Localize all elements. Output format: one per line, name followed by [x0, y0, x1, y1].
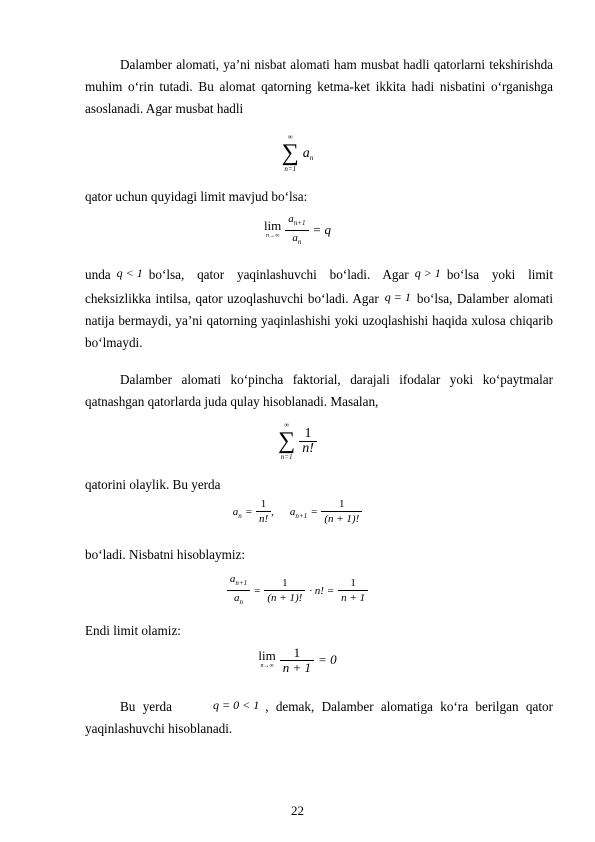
paragraph-test-cases: unda q < 1 bo‘lsa, qator yaqinlashuvchi bo‘ladi. Agar q > 1 bo‘lsa yoki limit cheksizlikka intilsa, qator uzoqlashuvchi bo‘ladi. Agar q = 1 bo‘lsa, Dalamber alomati natija bermaydi, ya’ni qatorning yaqinlashishi yoki uzoqlashishi haqida xulosa chiqarib bo‘lmaydi.	[85, 262, 553, 354]
ratio-middle-fraction: $\frac{1}{(n + 1)!}$	[264, 576, 305, 605]
paragraph-limit-intro: qator uchun quyidagi limit mavjud bo‘lsa:	[85, 189, 308, 204]
formula-factorial-series	[0, 420, 595, 462]
text-line: tekshirishda muhim o‘rin tutadi. Bu alomat qatorning ketma-ket ikkita hadi	[85, 57, 554, 94]
ratio-fraction: $\frac{a_{n+1}}{a_n}$	[285, 212, 308, 249]
formula-ratio-computation: $\frac{a_{n+1}}{a_n}$ = $\frac{1}{(n + 1)!}$ · n! = $\frac{1}{n + 1}$	[0, 572, 595, 609]
formula-final-limit: lim n→∞ $\frac{1}{n + 1}$ = 0	[258, 645, 337, 675]
series-fraction: $\frac{1}{n!}$	[299, 427, 317, 456]
paragraph-intro	[85, 54, 553, 120]
condition-q-zero: q = 0 < 1	[213, 698, 260, 712]
limit-fraction: $\frac{1}{n + 1}$	[280, 646, 314, 675]
term-an-fraction: $\frac{1}{n!}$	[256, 497, 271, 526]
page-number: 22	[291, 803, 304, 818]
formula-terms: $a_n$ = $\frac{1}{n!}$ , $a_{n+1}$ = $\frac{1}{(n + 1)!}$	[0, 497, 595, 526]
limit-operator: lim n→∞	[258, 647, 276, 669]
paragraph-conclusion: Bu yerda q = 0 < 1 , demak, Dalamber alomatiga ko‘ra berilgan qator yaqinlashuvchi hisoblanadi.	[85, 694, 553, 740]
formula-ratio-limit: lim n→∞ $\frac{a_{n+1}}{a_n}$ = q	[0, 212, 595, 249]
term-an1-fraction: $\frac{1}{(n + 1)!}$	[321, 497, 362, 526]
paragraph-usage: Dalamber alomati ko‘pincha faktorial, darajali ifodalar yoki ko‘paytmalar qatnashgan qatorlarda juda qulay hisoblanadi. Masalan,	[85, 372, 553, 409]
ratio-lhs-fraction: $\frac{a_{n+1}}{a_n}$	[227, 572, 250, 609]
ratio-result-fraction: $\frac{1}{n + 1}$	[338, 576, 368, 605]
summation-symbol: ∞ ∑ n=1	[278, 421, 296, 461]
text-line: nisbatini o‘rganishga asoslanadi. Agar musbat hadli	[85, 79, 554, 116]
series-term: $a_n$	[302, 145, 314, 162]
condition-q-equal-1: q = 1	[384, 290, 411, 304]
paragraph-ratio: bo‘ladi. Nisbatni hisoblaymiz:	[85, 547, 246, 562]
formula-series-sum	[0, 132, 595, 174]
paragraph-consider: qatorini olaylik. Bu yerda	[85, 477, 221, 492]
limit-operator: lim n→∞	[263, 217, 282, 239]
text-line: Dalamber alomati, ya’ni nisbat alomati ham musbat hadli qatorlarni	[120, 57, 486, 72]
summation-symbol: ∞ ∑ n=1	[281, 133, 299, 173]
condition-q-greater-1: q > 1	[414, 266, 441, 280]
paragraph-limit: Endi limit olamiz:	[85, 623, 181, 638]
condition-q-less-1: q < 1	[116, 266, 143, 280]
